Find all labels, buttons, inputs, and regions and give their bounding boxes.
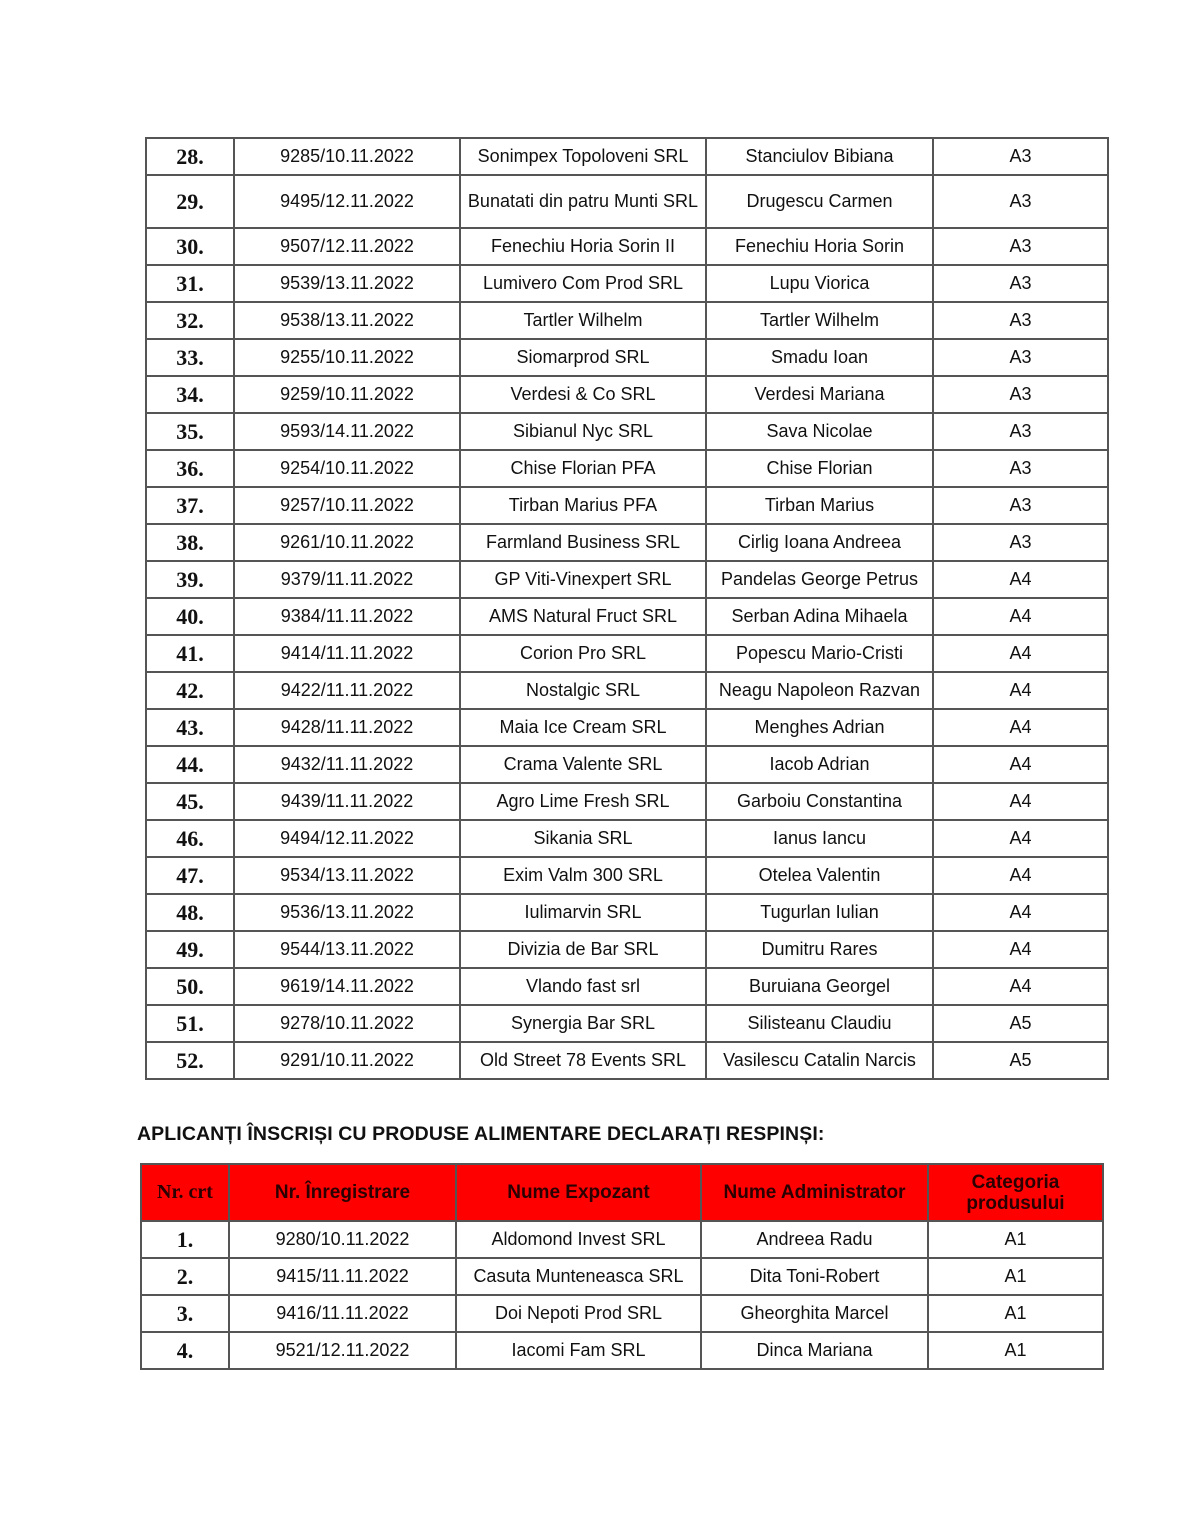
registration-cell: 9494/12.11.2022	[234, 820, 460, 857]
category-cell: A4	[933, 820, 1108, 857]
table-row	[146, 1005, 1108, 1042]
exhibitor-cell: Sonimpex Topoloveni SRL	[460, 138, 706, 175]
administrator-cell: Otelea Valentin	[706, 857, 933, 894]
administrator-cell: Dita Toni-Robert	[701, 1258, 928, 1295]
administrator-cell: Dumitru Rares	[706, 931, 933, 968]
table-row	[146, 175, 1108, 228]
header-category: Categoria produsului	[928, 1164, 1103, 1221]
administrator-cell: Silisteanu Claudiu	[706, 1005, 933, 1042]
category-cell: A4	[933, 894, 1108, 931]
table-row	[146, 672, 1108, 709]
registration-cell: 9432/11.11.2022	[234, 746, 460, 783]
nr-cell: 51.	[146, 1005, 234, 1042]
nr-cell: 34.	[146, 376, 234, 413]
exhibitor-cell: Doi Nepoti Prod SRL	[456, 1295, 701, 1332]
exhibitor-cell: Iulimarvin SRL	[460, 894, 706, 931]
exhibitor-cell: Iacomi Fam SRL	[456, 1332, 701, 1369]
exhibitor-cell: Aldomond Invest SRL	[456, 1221, 701, 1258]
administrator-cell: Vasilescu Catalin Narcis	[706, 1042, 933, 1079]
exhibitor-cell: Agro Lime Fresh SRL	[460, 783, 706, 820]
table-row	[146, 894, 1108, 931]
exhibitor-cell: Vlando fast srl	[460, 968, 706, 1005]
registration-cell: 9255/10.11.2022	[234, 339, 460, 376]
header-nr-crt: Nr. crt	[141, 1164, 229, 1221]
category-cell: A4	[933, 857, 1108, 894]
nr-cell: 33.	[146, 339, 234, 376]
nr-cell: 52.	[146, 1042, 234, 1079]
registration-cell: 9439/11.11.2022	[234, 783, 460, 820]
registration-cell: 9379/11.11.2022	[234, 561, 460, 598]
nr-cell: 41.	[146, 635, 234, 672]
table-row	[141, 1295, 1103, 1332]
nr-cell: 35.	[146, 413, 234, 450]
administrator-cell: Stanciulov Bibiana	[706, 138, 933, 175]
administrator-cell: Neagu Napoleon Razvan	[706, 672, 933, 709]
administrator-cell: Tirban Marius	[706, 487, 933, 524]
category-cell: A1	[928, 1221, 1103, 1258]
administrator-cell: Iacob Adrian	[706, 746, 933, 783]
table-row	[146, 1042, 1108, 1079]
registration-cell: 9415/11.11.2022	[229, 1258, 456, 1295]
table-row	[146, 746, 1108, 783]
registration-cell: 9384/11.11.2022	[234, 598, 460, 635]
exhibitor-cell: Divizia de Bar SRL	[460, 931, 706, 968]
nr-cell: 49.	[146, 931, 234, 968]
category-cell: A4	[933, 931, 1108, 968]
category-cell: A3	[933, 138, 1108, 175]
registration-cell: 9254/10.11.2022	[234, 450, 460, 487]
nr-cell: 43.	[146, 709, 234, 746]
administrator-cell: Verdesi Mariana	[706, 376, 933, 413]
registration-cell: 9428/11.11.2022	[234, 709, 460, 746]
registration-cell: 9536/13.11.2022	[234, 894, 460, 931]
category-cell: A5	[933, 1005, 1108, 1042]
table-row	[146, 228, 1108, 265]
table-row	[146, 413, 1108, 450]
registration-cell: 9507/12.11.2022	[234, 228, 460, 265]
registration-cell: 9261/10.11.2022	[234, 524, 460, 561]
table-row	[146, 561, 1108, 598]
administrator-cell: Ianus Iancu	[706, 820, 933, 857]
table-row	[146, 709, 1108, 746]
category-cell: A4	[933, 746, 1108, 783]
category-cell: A3	[933, 302, 1108, 339]
rejected-applicants-table	[140, 1163, 1104, 1370]
exhibitor-cell: Synergia Bar SRL	[460, 1005, 706, 1042]
category-cell: A4	[933, 635, 1108, 672]
administrator-cell: Garboiu Constantina	[706, 783, 933, 820]
registration-cell: 9280/10.11.2022	[229, 1221, 456, 1258]
table-row	[141, 1332, 1103, 1369]
nr-cell: 3.	[141, 1295, 229, 1332]
registration-cell: 9257/10.11.2022	[234, 487, 460, 524]
exhibitor-cell: Nostalgic SRL	[460, 672, 706, 709]
category-cell: A4	[933, 783, 1108, 820]
category-cell: A4	[933, 709, 1108, 746]
nr-cell: 36.	[146, 450, 234, 487]
administrator-cell: Andreea Radu	[701, 1221, 928, 1258]
nr-cell: 46.	[146, 820, 234, 857]
registration-cell: 9593/14.11.2022	[234, 413, 460, 450]
registration-cell: 9414/11.11.2022	[234, 635, 460, 672]
category-cell: A1	[928, 1258, 1103, 1295]
exhibitor-cell: Chise Florian PFA	[460, 450, 706, 487]
registration-cell: 9422/11.11.2022	[234, 672, 460, 709]
administrator-cell: Popescu Mario-Cristi	[706, 635, 933, 672]
nr-cell: 50.	[146, 968, 234, 1005]
table-row	[141, 1221, 1103, 1258]
category-cell: A4	[933, 968, 1108, 1005]
category-cell: A5	[933, 1042, 1108, 1079]
category-cell: A4	[933, 561, 1108, 598]
table-row	[146, 487, 1108, 524]
administrator-cell: Gheorghita Marcel	[701, 1295, 928, 1332]
category-cell: A3	[933, 265, 1108, 302]
administrator-cell: Lupu Viorica	[706, 265, 933, 302]
table-row	[146, 783, 1108, 820]
nr-cell: 32.	[146, 302, 234, 339]
administrator-cell: Buruiana Georgel	[706, 968, 933, 1005]
approved-applicants-table	[145, 137, 1109, 1080]
registration-cell: 9539/13.11.2022	[234, 265, 460, 302]
exhibitor-cell: AMS Natural Fruct SRL	[460, 598, 706, 635]
nr-cell: 4.	[141, 1332, 229, 1369]
category-cell: A4	[933, 598, 1108, 635]
administrator-cell: Menghes Adrian	[706, 709, 933, 746]
nr-cell: 38.	[146, 524, 234, 561]
nr-cell: 2.	[141, 1258, 229, 1295]
registration-cell: 9278/10.11.2022	[234, 1005, 460, 1042]
exhibitor-cell: Corion Pro SRL	[460, 635, 706, 672]
table-row	[146, 857, 1108, 894]
nr-cell: 44.	[146, 746, 234, 783]
administrator-cell: Smadu Ioan	[706, 339, 933, 376]
registration-cell: 9544/13.11.2022	[234, 931, 460, 968]
nr-cell: 40.	[146, 598, 234, 635]
registration-cell: 9534/13.11.2022	[234, 857, 460, 894]
exhibitor-cell: Tirban Marius PFA	[460, 487, 706, 524]
rejected-section-title: APLICANȚI ÎNSCRIȘI CU PRODUSE ALIMENTARE DECLARAȚI RESPINȘI:	[137, 1123, 825, 1145]
category-cell: A3	[933, 450, 1108, 487]
exhibitor-cell: Farmland Business SRL	[460, 524, 706, 561]
category-cell: A3	[933, 175, 1108, 228]
exhibitor-cell: Verdesi & Co SRL	[460, 376, 706, 413]
table-row	[146, 931, 1108, 968]
category-cell: A3	[933, 376, 1108, 413]
administrator-cell: Cirlig Ioana Andreea	[706, 524, 933, 561]
exhibitor-cell: Maia Ice Cream SRL	[460, 709, 706, 746]
category-cell: A3	[933, 487, 1108, 524]
table-row	[146, 265, 1108, 302]
registration-cell: 9495/12.11.2022	[234, 175, 460, 228]
administrator-cell: Tartler Wilhelm	[706, 302, 933, 339]
nr-cell: 29.	[146, 175, 234, 228]
administrator-cell: Drugescu Carmen	[706, 175, 933, 228]
nr-cell: 45.	[146, 783, 234, 820]
exhibitor-cell: GP Viti-Vinexpert SRL	[460, 561, 706, 598]
table-header-row	[141, 1164, 1103, 1221]
nr-cell: 47.	[146, 857, 234, 894]
table-row	[146, 450, 1108, 487]
exhibitor-cell: Tartler Wilhelm	[460, 302, 706, 339]
exhibitor-cell: Crama Valente SRL	[460, 746, 706, 783]
header-registration: Nr. Înregistrare	[229, 1164, 456, 1221]
table-row	[146, 376, 1108, 413]
nr-cell: 30.	[146, 228, 234, 265]
category-cell: A3	[933, 339, 1108, 376]
category-cell: A3	[933, 228, 1108, 265]
exhibitor-cell: Sikania SRL	[460, 820, 706, 857]
nr-cell: 1.	[141, 1221, 229, 1258]
administrator-cell: Tugurlan Iulian	[706, 894, 933, 931]
registration-cell: 9291/10.11.2022	[234, 1042, 460, 1079]
exhibitor-cell: Sibianul Nyc SRL	[460, 413, 706, 450]
table-row	[146, 635, 1108, 672]
registration-cell: 9521/12.11.2022	[229, 1332, 456, 1369]
category-cell: A1	[928, 1332, 1103, 1369]
exhibitor-cell: Bunatati din patru Munti SRL	[460, 175, 706, 228]
header-administrator: Nume Administrator	[701, 1164, 928, 1221]
table-row	[141, 1258, 1103, 1295]
registration-cell: 9538/13.11.2022	[234, 302, 460, 339]
table-row	[146, 598, 1108, 635]
administrator-cell: Fenechiu Horia Sorin	[706, 228, 933, 265]
exhibitor-cell: Casuta Munteneasca SRL	[456, 1258, 701, 1295]
table-row	[146, 339, 1108, 376]
administrator-cell: Dinca Mariana	[701, 1332, 928, 1369]
nr-cell: 31.	[146, 265, 234, 302]
table-row	[146, 524, 1108, 561]
administrator-cell: Pandelas George Petrus	[706, 561, 933, 598]
nr-cell: 48.	[146, 894, 234, 931]
nr-cell: 39.	[146, 561, 234, 598]
registration-cell: 9259/10.11.2022	[234, 376, 460, 413]
category-cell: A1	[928, 1295, 1103, 1332]
administrator-cell: Sava Nicolae	[706, 413, 933, 450]
table-row	[146, 820, 1108, 857]
exhibitor-cell: Siomarprod SRL	[460, 339, 706, 376]
nr-cell: 42.	[146, 672, 234, 709]
registration-cell: 9619/14.11.2022	[234, 968, 460, 1005]
header-exhibitor: Nume Expozant	[456, 1164, 701, 1221]
category-cell: A3	[933, 413, 1108, 450]
exhibitor-cell: Exim Valm 300 SRL	[460, 857, 706, 894]
table-row	[146, 138, 1108, 175]
category-cell: A4	[933, 672, 1108, 709]
exhibitor-cell: Old Street 78 Events SRL	[460, 1042, 706, 1079]
administrator-cell: Chise Florian	[706, 450, 933, 487]
table-row	[146, 302, 1108, 339]
exhibitor-cell: Lumivero Com Prod SRL	[460, 265, 706, 302]
registration-cell: 9416/11.11.2022	[229, 1295, 456, 1332]
registration-cell: 9285/10.11.2022	[234, 138, 460, 175]
exhibitor-cell: Fenechiu Horia Sorin II	[460, 228, 706, 265]
administrator-cell: Serban Adina Mihaela	[706, 598, 933, 635]
table-row	[146, 968, 1108, 1005]
nr-cell: 37.	[146, 487, 234, 524]
nr-cell: 28.	[146, 138, 234, 175]
category-cell: A3	[933, 524, 1108, 561]
